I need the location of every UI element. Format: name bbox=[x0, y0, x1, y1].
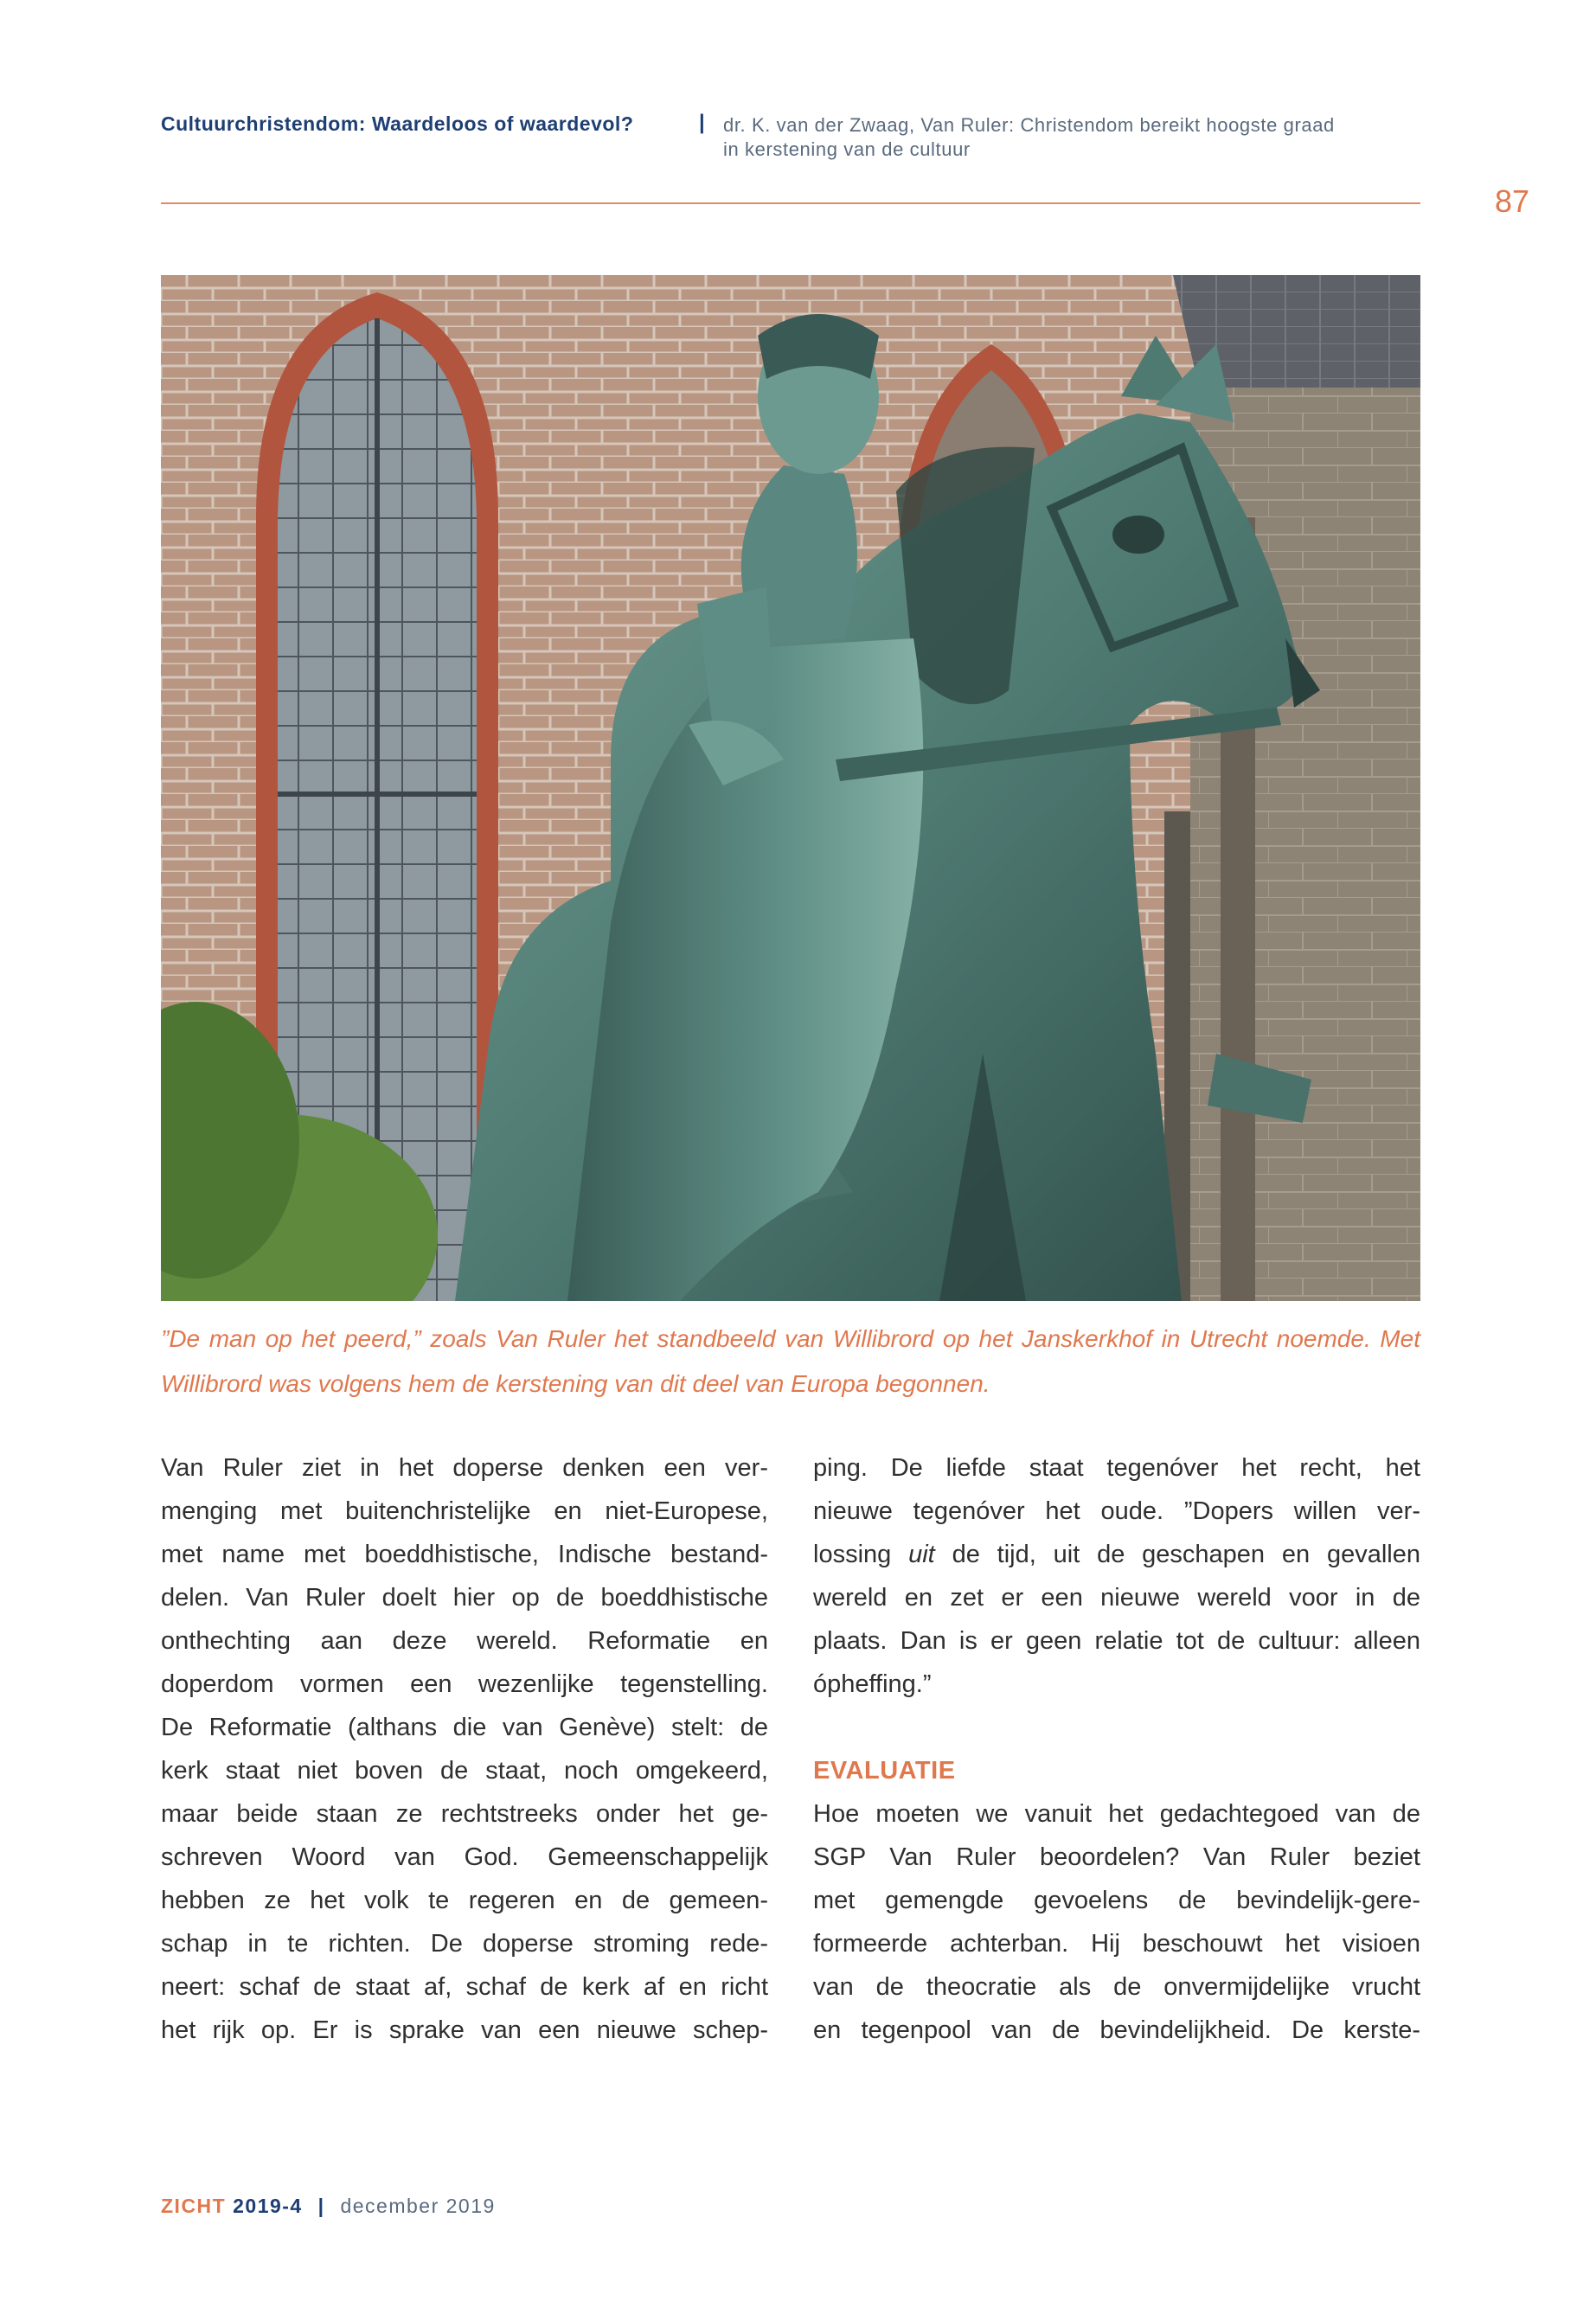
statue-photo bbox=[161, 275, 1420, 1301]
text-line: Hoe moeten we vanuit het gedachtegoed van de bbox=[813, 1800, 1420, 1828]
text-line: en tegenpool van de bevindelijkheid. De kerste- bbox=[813, 2016, 1420, 2044]
text-line: ping. De liefde staat tegenóver het recht, het bbox=[813, 1454, 1420, 1482]
text-line: ópheffing.” bbox=[813, 1670, 932, 1698]
text-run: de tijd, uit de geschapen en gevallen bbox=[934, 1541, 1421, 1568]
text-line: van de theocratie als de onvermijdelijke vrucht bbox=[813, 1973, 1420, 2001]
text-line: SGP Van Ruler beoordelen? Van Ruler beziet bbox=[813, 1843, 1420, 1871]
article-title-line-1: dr. K. van der Zwaag, Van Ruler: Christendom bereikt hoogste graad bbox=[723, 114, 1335, 136]
text-line: maar beide staan ze rechtstreeks onder het ge- bbox=[161, 1800, 768, 1828]
text-line: onthechting aan deze wereld. Reformatie en bbox=[161, 1627, 768, 1655]
footer-date: december 2019 bbox=[340, 2195, 496, 2217]
section-heading: EVALUATIE bbox=[813, 1757, 956, 1785]
paragraph-gap bbox=[813, 1706, 1420, 1749]
body-column-left bbox=[161, 1446, 768, 2052]
text-line: met gemengde gevoelens de bevindelijk-gere- bbox=[813, 1887, 1420, 1914]
text-line: schreven Woord van God. Gemeenschappelijk bbox=[161, 1843, 768, 1871]
page-footer bbox=[161, 2195, 496, 2218]
text-line: nieuwe tegenóver het oude. ”Dopers willen ver- bbox=[813, 1497, 1420, 1525]
running-header-article bbox=[723, 113, 1433, 162]
photo-caption: ”De man op het peerd,” zoals Van Ruler het standbeeld van Willibrord op het Janskerkhof in Utrecht noemde. Met Willibrord was volgens hem de kerstening van dit deel van Europa begonnen. bbox=[161, 1325, 1420, 1397]
text-line: formeerde achterban. Hij beschouwt het visioen bbox=[813, 1930, 1420, 1958]
article-title-line-2: in kerstening van de cultuur bbox=[723, 138, 971, 160]
header-rule bbox=[161, 202, 1420, 204]
running-header-title: Cultuurchristendom: Waardeloos of waardevol? bbox=[161, 112, 634, 135]
page-number: 87 bbox=[1495, 183, 1530, 219]
text-line: menging met buitenchristelijke en niet-Europese, bbox=[161, 1497, 768, 1525]
text-line: Van Ruler ziet in het doperse denken een ver- bbox=[161, 1454, 768, 1482]
text-line bbox=[813, 1533, 1420, 1576]
text-line: hebben ze het volk te regeren en de gemeen- bbox=[161, 1887, 768, 1914]
text-run: lossing bbox=[813, 1541, 909, 1568]
text-line: wereld en zet er een nieuwe wereld voor in de bbox=[813, 1584, 1420, 1612]
italic-emphasis: uit bbox=[908, 1541, 935, 1568]
text-line: kerk staat niet boven de staat, noch omgekeerd, bbox=[161, 1757, 768, 1785]
body-column-right bbox=[813, 1446, 1420, 2052]
footer-brand: ZICHT bbox=[161, 2195, 227, 2217]
text-line: neert: schaf de staat af, schaf de kerk af en richt bbox=[161, 1973, 768, 2001]
footer-issue: 2019-4 bbox=[233, 2195, 303, 2217]
footer-separator: | bbox=[317, 2195, 325, 2217]
text-line: schap in te richten. De doperse stroming rede- bbox=[161, 1930, 768, 1958]
text-line: het rijk op. Er is sprake van een nieuwe schep- bbox=[161, 2016, 768, 2044]
text-line: delen. Van Ruler doelt hier op de boeddhistische bbox=[161, 1584, 768, 1612]
text-line: met name met boeddhistische, Indische bestand- bbox=[161, 1541, 768, 1568]
text-line: plaats. Dan is er geen relatie tot de cultuur: alleen bbox=[813, 1627, 1420, 1655]
text-line: De Reformatie (althans die van Genève) stelt: de bbox=[161, 1714, 768, 1741]
text-line: doperdom vormen een wezenlijke tegenstelling. bbox=[161, 1670, 768, 1698]
header-separator: | bbox=[699, 111, 705, 134]
